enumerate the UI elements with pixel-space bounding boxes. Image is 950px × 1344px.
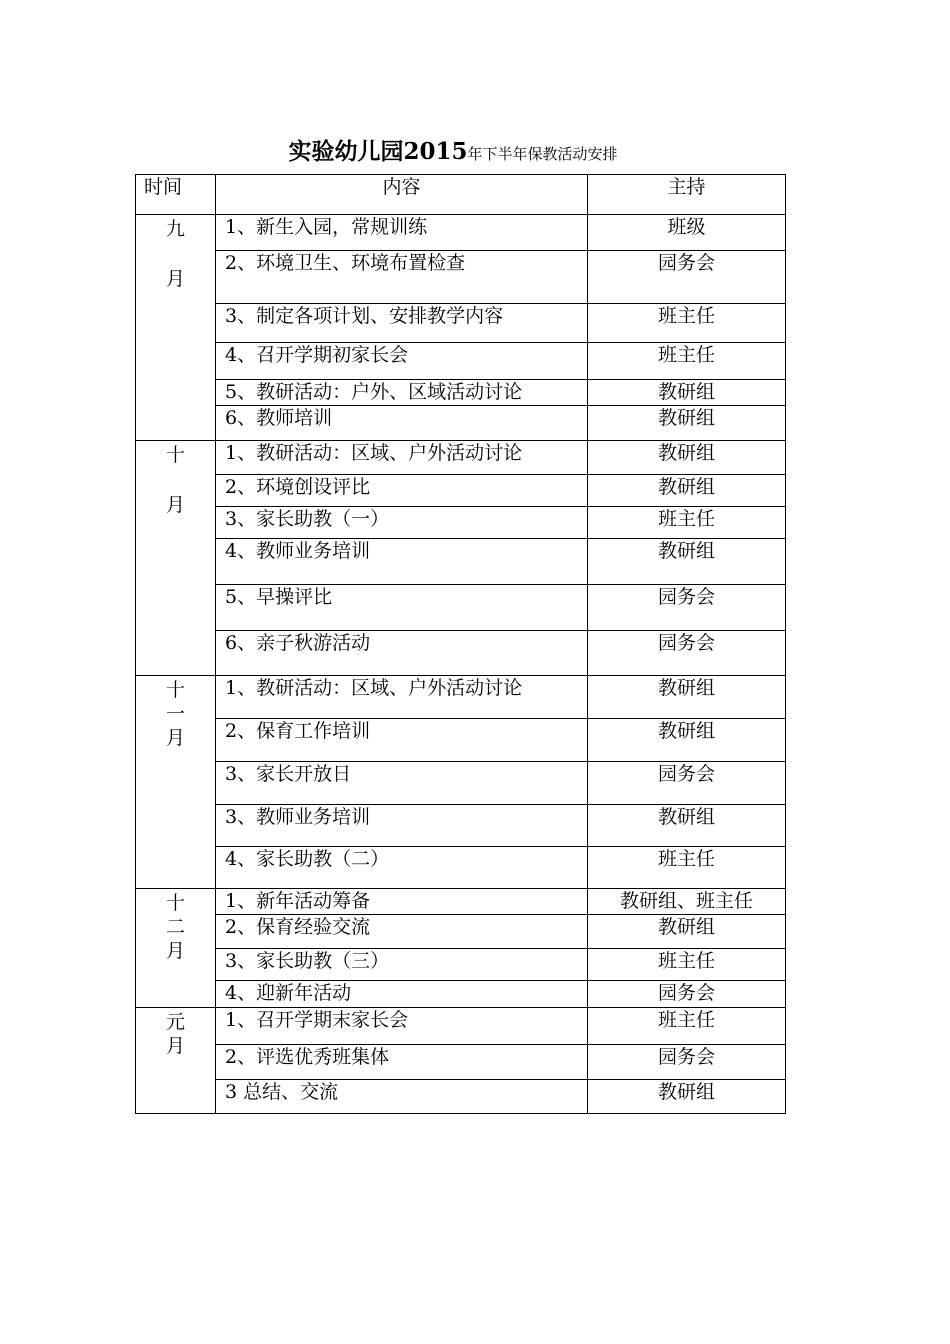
activity-content: 6、亲子秋游活动 (216, 631, 588, 676)
table-row (136, 585, 786, 631)
activity-host: 教研组 (588, 676, 786, 719)
table-row (136, 915, 786, 949)
month-cell (136, 441, 216, 676)
activity-host: 教研组 (588, 915, 786, 949)
month-cell (136, 889, 216, 1008)
table-row (136, 475, 786, 507)
activity-host: 园务会 (588, 631, 786, 676)
table-row (136, 304, 786, 343)
header-host: 主持 (588, 175, 786, 215)
header-content: 内容 (216, 175, 588, 215)
activity-host: 教研组 (588, 539, 786, 585)
title-main: 实验幼儿园2015 (288, 138, 468, 165)
activity-host: 教研组 (588, 475, 786, 507)
month-label: 九 (165, 218, 185, 240)
month-label: 二 (165, 916, 185, 938)
schedule-table (135, 174, 786, 1114)
activity-content: 5、教研活动：户外、区域活动讨论 (216, 380, 588, 406)
activity-content: 5、早操评比 (216, 585, 588, 631)
activity-host: 班主任 (588, 847, 786, 889)
table-row (136, 380, 786, 406)
month-cell (136, 215, 216, 441)
table-row (136, 539, 786, 585)
activity-host: 班主任 (588, 507, 786, 539)
table-row (136, 949, 786, 981)
activity-host: 教研组 (588, 441, 786, 475)
month-label: 十 (165, 679, 185, 701)
activity-content: 4、召开学期初家长会 (216, 343, 588, 380)
activity-content: 4、教师业务培训 (216, 539, 588, 585)
activity-host: 教研组、班主任 (588, 889, 786, 915)
month-cell (136, 676, 216, 889)
table-row (136, 215, 786, 251)
document-title (0, 133, 906, 166)
month-label: 元 (165, 1011, 185, 1033)
activity-host: 园务会 (588, 981, 786, 1008)
activity-host: 教研组 (588, 719, 786, 762)
activity-host: 班主任 (588, 343, 786, 380)
table-row (136, 762, 786, 805)
activity-content: 3 总结、交流 (216, 1080, 588, 1114)
activity-content: 2、保育经验交流 (216, 915, 588, 949)
activity-content: 3、家长助教（三） (216, 949, 588, 981)
activity-content: 2、评选优秀班集体 (216, 1045, 588, 1080)
activity-content: 3、家长开放日 (216, 762, 588, 805)
activity-content: 3、家长助教（一） (216, 507, 588, 539)
activity-host: 园务会 (588, 251, 786, 304)
activity-content: 6、教师培训 (216, 406, 588, 441)
activity-host: 园务会 (588, 585, 786, 631)
table-row (136, 1008, 786, 1045)
activity-content: 1、新生入园，常规训练 (216, 215, 588, 251)
activity-content: 1、新年活动筹备 (216, 889, 588, 915)
month-label: 月 (165, 494, 185, 516)
table-row (136, 507, 786, 539)
title-sub: 年下半年保教活动安排 (467, 145, 618, 163)
table-row (136, 847, 786, 889)
activity-host: 班主任 (588, 949, 786, 981)
activity-content: 4、家长助教（二） (216, 847, 588, 889)
month-label: 月 (165, 1035, 185, 1057)
activity-content: 2、环境卫生、环境布置检查 (216, 251, 588, 304)
month-cell (136, 1008, 216, 1114)
activity-host: 班级 (588, 215, 786, 251)
month-label: 一 (165, 703, 185, 725)
header-time: 时间 (136, 175, 216, 215)
activity-content: 2、保育工作培训 (216, 719, 588, 762)
month-label: 月 (165, 940, 185, 962)
table-row (136, 719, 786, 762)
table-row (136, 676, 786, 719)
activity-host: 教研组 (588, 406, 786, 441)
table-row (136, 981, 786, 1008)
month-label: 十 (165, 892, 185, 914)
table-row (136, 631, 786, 676)
activity-content: 4、迎新年活动 (216, 981, 588, 1008)
table-row (136, 1045, 786, 1080)
table-row (136, 805, 786, 847)
activity-host: 班主任 (588, 304, 786, 343)
table-row (136, 441, 786, 475)
header-row (136, 175, 786, 215)
activity-host: 教研组 (588, 1080, 786, 1114)
month-label: 十 (165, 444, 185, 466)
month-label: 月 (165, 727, 185, 749)
table-row (136, 1080, 786, 1114)
activity-content: 1、教研活动：区域、户外活动讨论 (216, 441, 588, 475)
activity-host: 教研组 (588, 380, 786, 406)
activity-content: 3、教师业务培训 (216, 805, 588, 847)
activity-host: 班主任 (588, 1008, 786, 1045)
table-row (136, 889, 786, 915)
table-row (136, 251, 786, 304)
activity-content: 1、教研活动：区域、户外活动讨论 (216, 676, 588, 719)
table-row (136, 343, 786, 380)
activity-host: 教研组 (588, 805, 786, 847)
activity-host: 园务会 (588, 1045, 786, 1080)
activity-content: 1、召开学期末家长会 (216, 1008, 588, 1045)
activity-content: 2、环境创设评比 (216, 475, 588, 507)
table-row (136, 406, 786, 441)
activity-host: 园务会 (588, 762, 786, 805)
month-label: 月 (165, 268, 185, 290)
activity-content: 3、制定各项计划、安排教学内容 (216, 304, 588, 343)
